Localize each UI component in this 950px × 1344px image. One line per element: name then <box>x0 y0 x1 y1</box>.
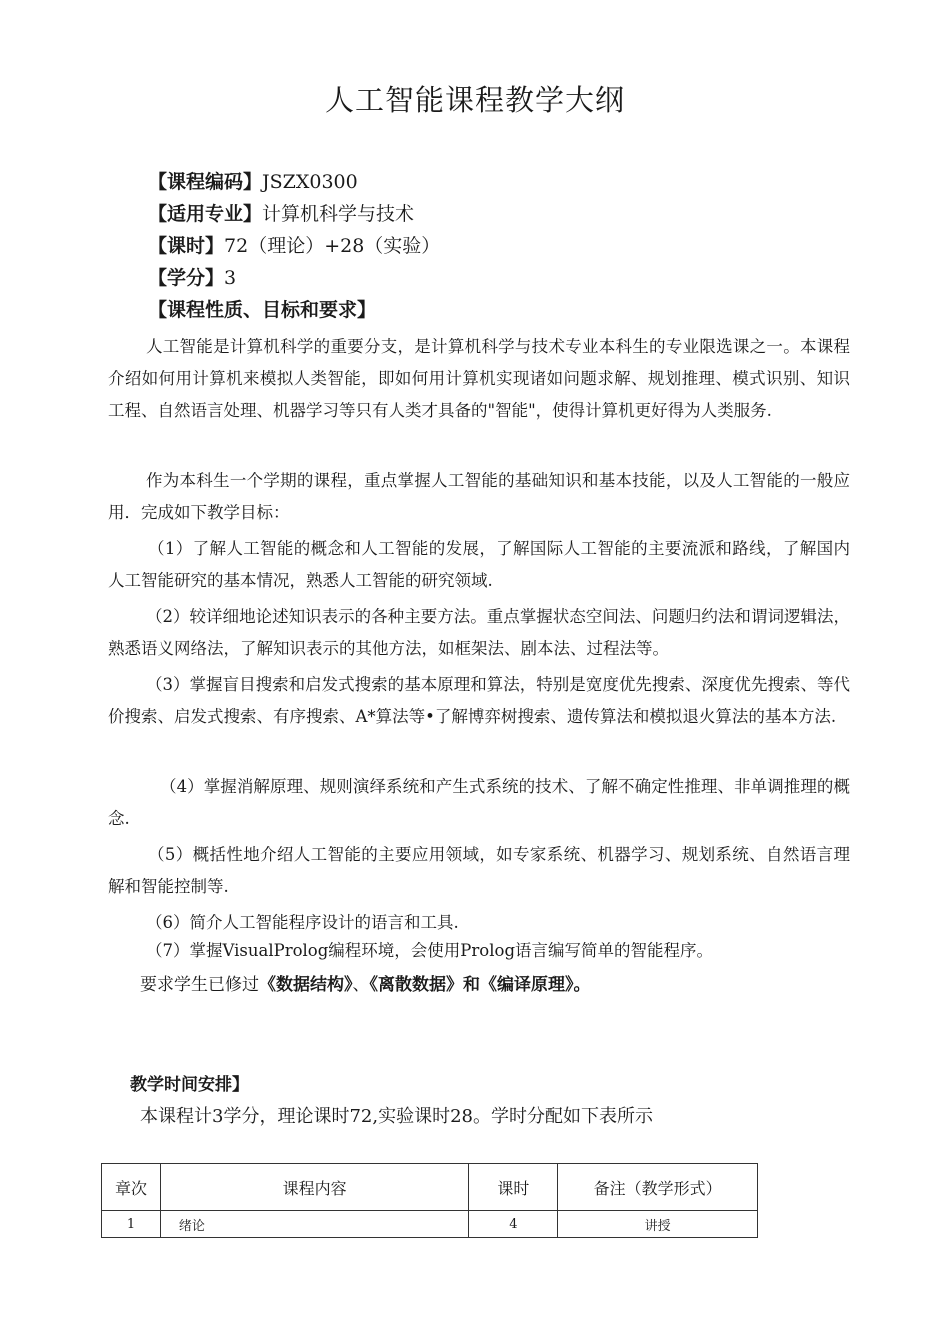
goal-1: （1）了解人工智能的概念和人工智能的发展，了解国际人工智能的主要流派和路线，了解国内人工智能研究的基本情况，熟悉人工智能的研究领域. <box>108 539 850 590</box>
goal-4: （4）掌握消解原理、规则演绎系统和产生式系统的技术、了解不确定性推理、非单调推理的概念. <box>108 777 850 828</box>
course-nature-heading <box>148 299 376 321</box>
goal-7: （7）掌握VisualProlog编程环境，会使用Prolog语言编写简单的智能程序。 <box>146 941 714 960</box>
course-code-label: 【课程编码】 <box>148 171 263 193</box>
header-remarks: 备注（教学形式） <box>558 1164 758 1211</box>
hours-line <box>148 235 440 257</box>
intro-paragraph: 人工智能是计算机科学的重要分支，是计算机科学与技术专业本科生的专业限选课之一。本课程介绍如何用计算机来模拟人类智能，即如何用计算机实现诸如问题求解、规划推理、模式识别、知识工程、自然语言处理、机器学习等只有人类才具备的"智能"，使得计算机更好得为人类服务. <box>108 337 850 420</box>
course-code-value: JSZX0300 <box>262 171 358 193</box>
objectives-paragraph: 作为本科生一个学期的课程，重点掌握人工智能的基础知识和基本技能，以及人工智能的一般应用．完成如下教学目标： <box>108 471 850 522</box>
hours-table <box>101 1163 758 1238</box>
header-chapter: 章次 <box>102 1164 161 1211</box>
req-and: 和 <box>463 975 480 995</box>
hours-label: 【课时】 <box>148 235 225 257</box>
table-header-row <box>102 1164 758 1211</box>
req-course-3: 《编译原理》 <box>480 975 574 995</box>
credits-label: 【学分】 <box>148 267 225 289</box>
goal-5: （5）概括性地介绍人工智能的主要应用领域，如专家系统、机器学习、规划系统、自然语言理解和智能控制等. <box>108 845 850 896</box>
goal-2: （2）较详细地论述知识表示的各种主要方法。重点掌握状态空间法、问题归约法和谓词逻辑法，熟悉语义网络法，了解知识表示的其他方法，如框架法、剧本法、过程法等。 <box>108 607 850 658</box>
hours-value: 72（理论）+28（实验） <box>224 235 441 257</box>
major-label: 【适用专业】 <box>148 203 263 225</box>
major-value: 计算机科学与技术 <box>262 203 415 225</box>
goal-3: （3）掌握盲目搜索和启发式搜索的基本原理和算法，特别是宽度优先搜索、深度优先搜索、等代价搜索、启发式搜索、有序搜索、A*算法等•了解博弈树搜索、遗传算法和模拟退火算法的基本方法. <box>108 675 850 726</box>
header-hours: 课时 <box>469 1164 558 1211</box>
cell-chapter: 1 <box>102 1211 161 1238</box>
req-course-1: 《数据结构》 <box>259 975 353 995</box>
document-title: 人工智能课程教学大纲 <box>324 83 625 117</box>
schedule-heading: 教学时间安排】 <box>130 1075 249 1095</box>
req-sep: 、 <box>352 975 370 995</box>
header-content: 课程内容 <box>160 1164 469 1211</box>
cell-content: 绪论 <box>160 1211 469 1238</box>
schedule-intro: 本课程计3学分，理论课时72,实验课时28。学时分配如下表所示 <box>140 1106 653 1127</box>
course-nature-label: 【课程性质、目标和要求】 <box>148 299 377 321</box>
prerequisites-line <box>140 974 591 996</box>
goal-6: （6）简介人工智能程序设计的语言和工具. <box>146 913 459 932</box>
cell-hours: 4 <box>469 1211 558 1238</box>
course-code-line <box>148 171 358 193</box>
credits-value: 3 <box>224 267 237 289</box>
cell-remarks: 讲授 <box>558 1211 758 1238</box>
major-line <box>148 203 414 225</box>
req-prefix: 要求学生已修过 <box>140 975 259 995</box>
credits-line <box>148 267 236 289</box>
table-row <box>102 1211 758 1238</box>
req-end: 。 <box>573 975 591 995</box>
req-course-2: 《离散数据》 <box>369 975 463 995</box>
